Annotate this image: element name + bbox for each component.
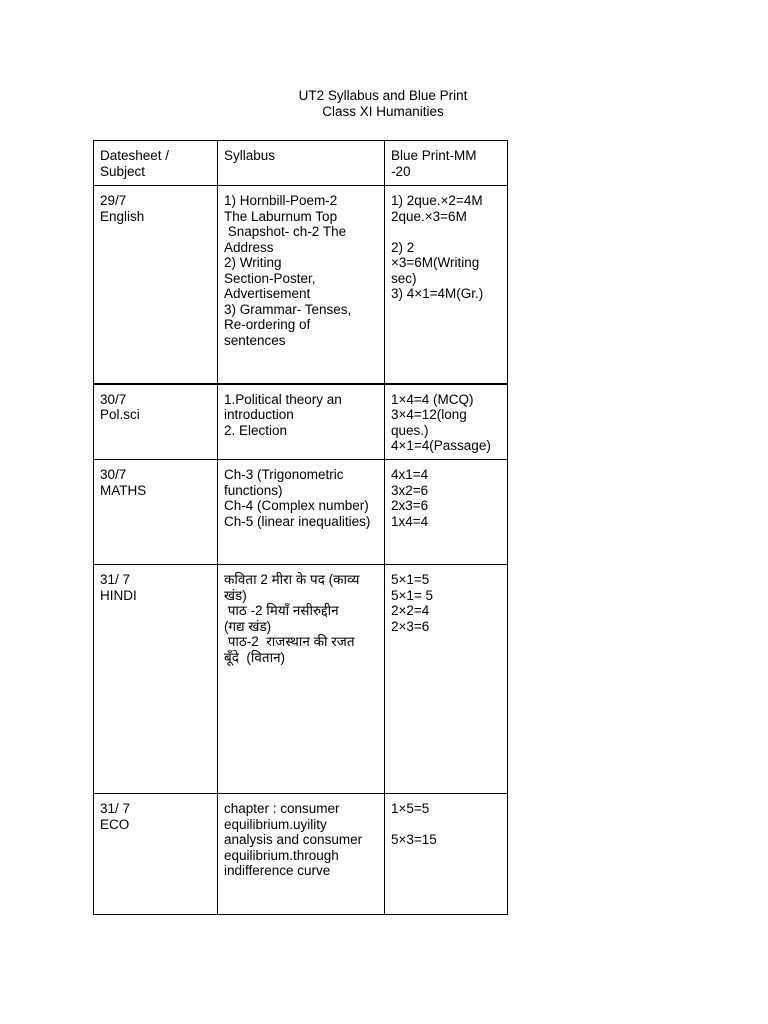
- blueprint-cell: 1) 2que.×2=4M 2que.×3=6M 2) 2 ×3=6M(Writing sec) 3) 4×1=4M(Gr.): [385, 186, 508, 384]
- syllabus-cell: कविता 2 मीरा के पद (काव्य खंड) पाठ -2 मियाँ नसीरुद्दीन (गद्य खंड) पाठ-2 राजस्थान की रजत बूँदे (वितान): [218, 565, 385, 794]
- syllabus-cell: chapter : consumer equilibrium.uyility analysis and consumer equilibrium.through indifference curve: [218, 794, 385, 915]
- date-subject-cell: 30/7 MATHS: [94, 460, 218, 565]
- document-subtitle: Class XI Humanities: [322, 104, 444, 119]
- blueprint-cell: 1×5=5 5×3=15: [385, 794, 508, 915]
- date-subject-cell: 31/ 7 HINDI: [94, 565, 218, 794]
- syllabus-table: [93, 140, 508, 915]
- header-date-subject: Datesheet / Subject: [94, 141, 218, 186]
- syllabus-cell: 1.Political theory an introduction 2. Election: [218, 384, 385, 460]
- table-header-row: [94, 141, 508, 186]
- table-row-eco: [94, 794, 508, 915]
- date-subject-cell: 31/ 7 ECO: [94, 794, 218, 915]
- blueprint-cell: 4x1=4 3x2=6 2x3=6 1x4=4: [385, 460, 508, 565]
- blueprint-cell: 1×4=4 (MCQ) 3×4=12(long ques.) 4×1=4(Passage): [385, 384, 508, 460]
- syllabus-cell: 1) Hornbill-Poem-2 The Laburnum Top Snapshot- ch-2 The Address 2) Writing Section-Poster, Advertisement 3) Grammar- Tenses, Re-ordering of sentences: [218, 186, 385, 384]
- table-row-polsci: [94, 384, 508, 460]
- date-subject-cell: 29/7 English: [94, 186, 218, 384]
- header-syllabus: Syllabus: [218, 141, 385, 186]
- syllabus-cell: Ch-3 (Trigonometric functions) Ch-4 (Complex number) Ch-5 (linear inequalities): [218, 460, 385, 565]
- table-row-maths: [94, 460, 508, 565]
- date-subject-cell: 30/7 Pol.sci: [94, 384, 218, 460]
- blueprint-cell: 5×1=5 5×1= 5 2×2=4 2×3=6: [385, 565, 508, 794]
- table-row-hindi: [94, 565, 508, 794]
- table-row-english: [94, 186, 508, 384]
- header-blueprint: Blue Print-MM -20: [385, 141, 508, 186]
- document-title: UT2 Syllabus and Blue Print: [298, 88, 468, 103]
